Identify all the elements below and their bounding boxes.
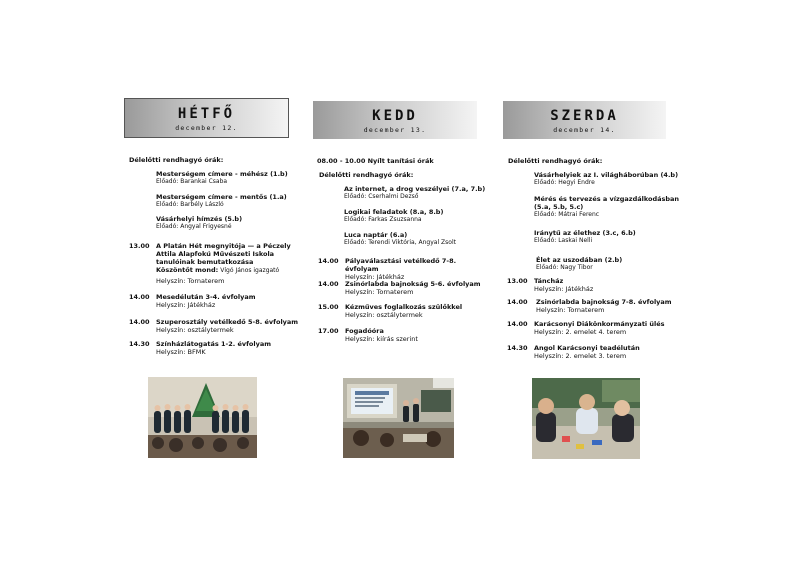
wednesday-morning-item: Iránytű az élethez (3.c, 6.b) Előadó: Laskai Nelli [534, 229, 636, 244]
wednesday-morning-heading: Délelőtti rendhagyó órák: [508, 157, 603, 165]
wednesday-event: 14.00 Karácsonyi Diákönkormányzati ülés Helyszín: 2. emelet 4. terem [507, 320, 665, 336]
monday-event-opening: 13.00 A Platán Hét megnyitója — a Péczely Attila Alapfokú Művészeti Iskola tanulóinak bemutatkozása Köszöntőt mond: Vígó János igazgató Helyszín: Tornaterem [129, 242, 291, 285]
wednesday-morning-item: Élet az uszodában (2.b) Előadó: Nagy Tibor [536, 256, 623, 271]
tuesday-morning-item: Luca naptár (6.a) Előadó: Terendi Viktória, Angyal Zsolt [344, 231, 456, 246]
tuesday-event: 17.00 Fogadóóra Helyszín: kiírás szerint [318, 327, 418, 343]
wednesday-event: 13.00 Táncház Helyszín: Játékház [507, 277, 594, 293]
tuesday-header [313, 101, 477, 139]
monday-date: december 12. [175, 124, 238, 132]
tuesday-date: december 13. [363, 126, 427, 134]
monday-event: 14.00 Mesedélután 3-4. évfolyam Helyszín: Játékház [129, 293, 256, 309]
monday-morning-item: Mesterségem címere - mentős (1.a) Előadó: Barbély László [156, 193, 287, 208]
wednesday-event: 14.00 Zsinórlabda bajnokság 7-8. évfolyam Helyszín: Tornaterem [507, 298, 672, 314]
classroom-projector-photo [343, 378, 454, 458]
wednesday-morning-item: Vásárhelyiek az I. világháborúban (4.b) Előadó: Hegyi Endre [534, 171, 679, 186]
wednesday-event: 14.30 Angol Karácsonyi teadélután Helyszín: 2. emelet 3. terem [507, 344, 640, 360]
tuesday-event: 15.00 Kézműves foglalkozás szülőkkel Helyszín: osztálytermek [318, 303, 463, 319]
wednesday-date: december 14. [553, 126, 616, 134]
monday-day: HÉTFŐ [177, 106, 236, 122]
tuesday-event: 14.00 Pályaválasztási vetélkedő 7-8. évfolyam Helyszín: Játékház [318, 257, 457, 281]
wednesday-header [503, 101, 666, 139]
wednesday-day: SZERDA [550, 108, 619, 124]
tuesday-morning-heading: Délelőtti rendhagyó órák: [319, 171, 414, 179]
monday-event: 14.00 Szuperosztály vetélkedő 5-8. évfolyam Helyszín: osztálytermek [129, 318, 299, 334]
choir-performance-photo [148, 377, 257, 458]
monday-morning-item: Mesterségem címere - méhész (1.b) Előadó: Barankai Csaba [156, 170, 288, 185]
wednesday-morning-item: Mérés és tervezés a vízgazdálkodásban (5.a, 5.b, 5.c) Előadó: Mátrai Ferenc [534, 195, 680, 218]
tuesday-event: 14.00 Zsinórlabda bajnokság 5-6. évfolyam Helyszín: Tornaterem [318, 280, 481, 296]
tuesday-morning-item: Logikai feladatok (8.a, 8.b) Előadó: Farkas Zsuzsanna [344, 208, 444, 223]
monday-header [124, 98, 289, 138]
children-crafts-photo [532, 378, 640, 459]
tuesday-open-lessons: 08.00 - 10.00 Nyílt tanítási órák [317, 157, 434, 165]
monday-morning-heading: Délelőtti rendhagyó órák: [129, 156, 224, 164]
monday-morning-item: Vásárhelyi hímzés (5.b) Előadó: Angyal Frigyesné [156, 215, 243, 230]
monday-event: 14.30 Színházlátogatás 1-2. évfolyam Helyszín: BFMK [129, 340, 272, 356]
tuesday-morning-item: Az internet, a drog veszélyei (7.a, 7.b) Előadó: Cserhalmi Dezső [344, 185, 486, 200]
tuesday-day: KEDD [372, 108, 418, 124]
